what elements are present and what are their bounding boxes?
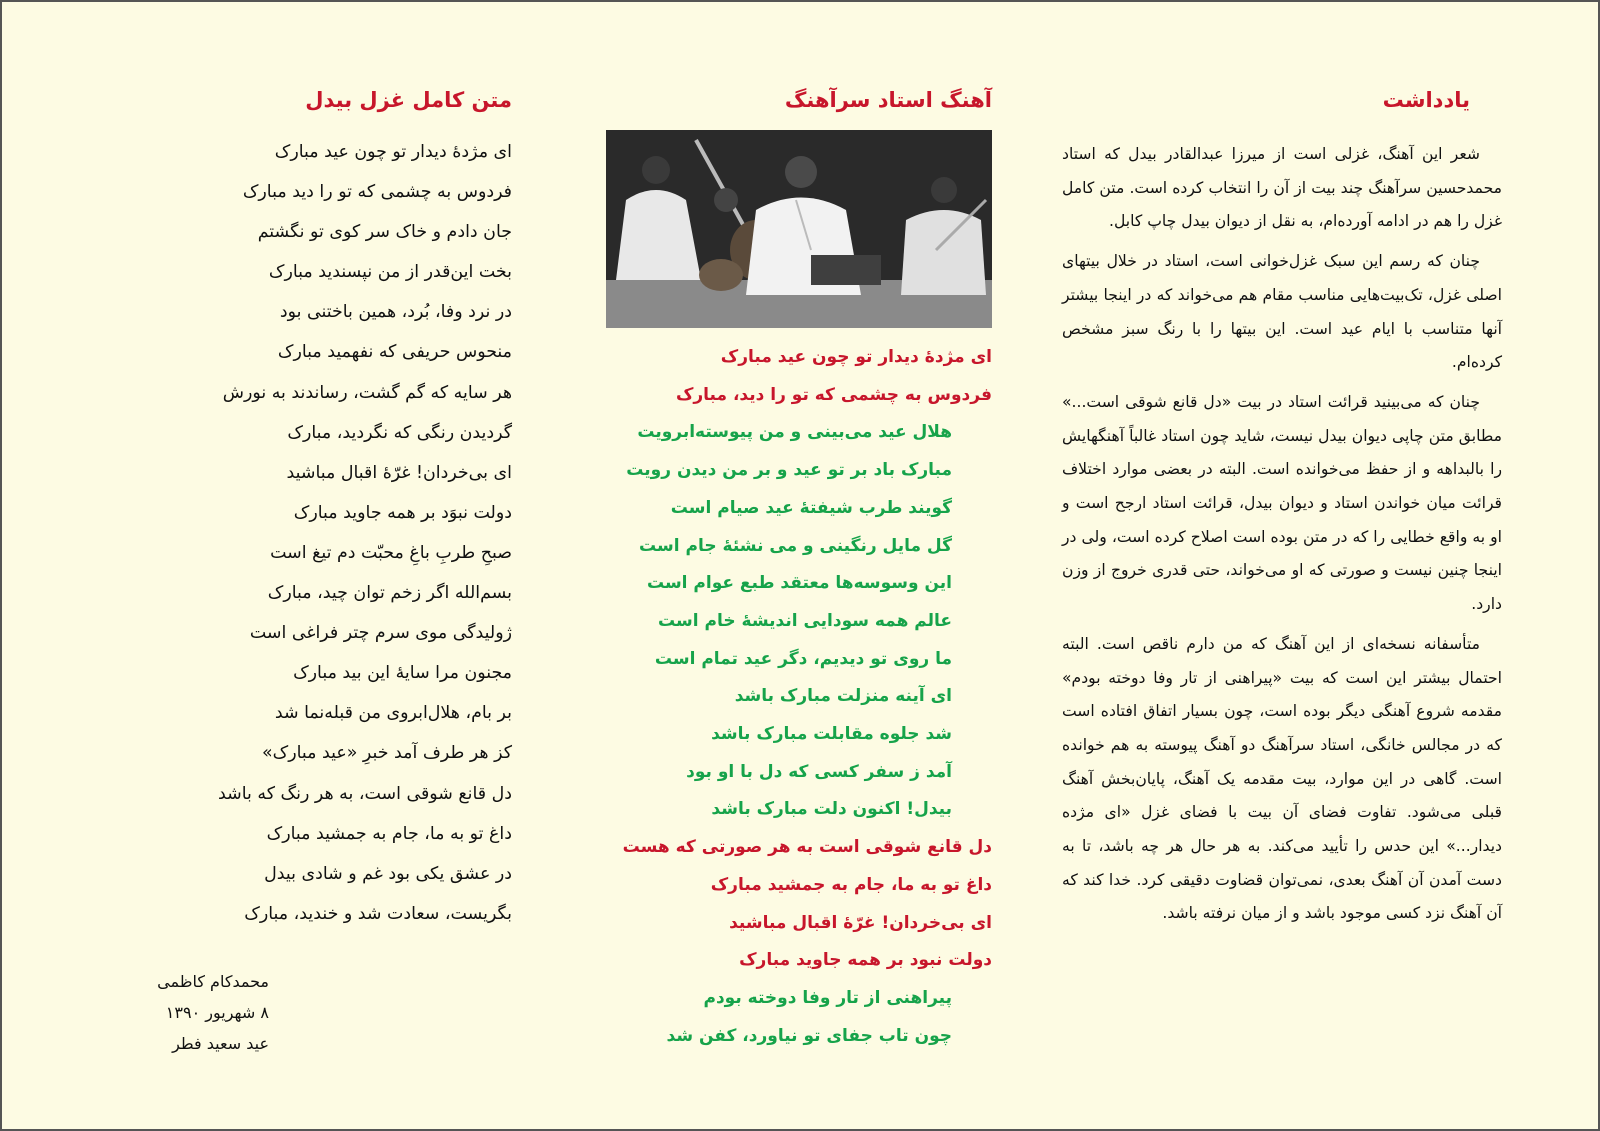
song-verse-list	[602, 339, 992, 1055]
song-verse: ای بی‌خردان! غرّهٔ اقبال مباشید	[729, 912, 992, 933]
song-verse: دل قانع شوقی است به هر صورتی که هست	[622, 837, 992, 858]
signature-occasion: عید سعید فطر	[172, 1034, 269, 1053]
poem-verse: ای مژدهٔ دیدار تو چون عید مبارک	[274, 142, 512, 162]
song-verse: پیراهنی از تار وفا دوخته بودم	[703, 987, 952, 1008]
poem-verse: کز هر طرف آمد خبرِ «عید مبارک»	[262, 743, 512, 764]
poem-verse-list	[132, 132, 512, 934]
poem-verse: ای بی‌خردان! غرّهٔ اقبال مباشید	[286, 462, 512, 483]
poem-verse: داغ تو به ما، جام به جمشید مبارک	[266, 823, 512, 844]
poem-verse: مجنون مرا سایهٔ این بید مبارک	[293, 663, 512, 684]
poem-verse: بگریست، سعادت شد و خندید، مبارک	[244, 903, 512, 924]
author-name: محمدکام کاظمی	[157, 972, 269, 991]
poem-verse: بسم‌الله اگر زخم توان چید، مبارک	[267, 583, 512, 604]
song-title: آهنگ استاد سرآهنگ	[784, 88, 992, 112]
song-verse: فردوس به چشمی که تو را دید، مبارک	[675, 384, 992, 405]
poem-title: متن کامل غزل بیدل	[305, 88, 512, 112]
poem-verse: دل قانع شوقی است، به هر رنگ که باشد	[218, 783, 512, 804]
notes-body	[1062, 138, 1502, 937]
notes-paragraph: چنان که می‌بینید قرائت استاد در بیت «دل قانع شوقی است...» مطابق متن چاپی دیوان بیدل نیست، شاید چون استاد غالباً آهنگهایش را بالبداهه و از حفظ می‌خوانده است. البته در بعضی موارد اختلاف قرائت میان خواندن استاد و دیوان بیدل، قرائت استاد ارجح است و او به واقع خطایی را که در متن بوده است اصلاح کرده است، ولی در اینجا چنین نیست و صورتی که او می‌خواند، حتی قدری خروج از وزن دارد.	[1062, 392, 1502, 614]
poem-verse: صبحِ طربِ باغِ محبّت دم تیغ است	[270, 542, 512, 563]
notes-title: یادداشت	[1382, 88, 1470, 112]
song-verse: آمد ز سفر کسی که دل با او بود	[686, 761, 952, 782]
song-verse: مبارک باد بر تو عید و بر من دیدن رویت	[626, 460, 952, 481]
song-verse: گویند طرب شیفتهٔ عید صیام است	[670, 497, 952, 518]
poem-verse: جان دادم و خاک سر کوی تو نگشتم	[257, 222, 512, 243]
song-verse: این وسوسه‌ها معتقد طبع عوام است	[646, 573, 952, 594]
musicians-photo	[606, 130, 992, 328]
signature-date: ۸ شهریور ۱۳۹۰	[165, 1003, 269, 1022]
song-verse: ما روی تو دیدیم، دگر عید تمام است	[654, 648, 952, 669]
poem-verse: هر سایه که گم گشت، رساندند به نورش	[222, 382, 512, 403]
signature-block	[69, 966, 269, 1059]
poem-verse: منحوس حریفی که نفهمید مبارک	[277, 342, 512, 363]
poem-verse: ژولیدگی موی سرم چتر فراغی است	[249, 623, 512, 644]
photo-musicians-icon	[606, 130, 992, 328]
song-verse: ای آینه منزلت مبارک باشد	[734, 686, 952, 707]
song-verse: بیدل! اکنون دلت مبارک باشد	[711, 799, 952, 820]
song-verse: داغ تو به ما، جام به جمشید مبارک	[710, 874, 992, 895]
song-verse: ای مژدهٔ دیدار تو چون عید مبارک	[720, 347, 992, 367]
song-verse: دولت نبود بر همه جاوید مبارک	[739, 950, 992, 971]
song-verse: گل مایل رنگینی و می نشئهٔ جام است	[639, 535, 952, 556]
poem-verse: گردیدن رنگی که نگردید، مبارک	[287, 422, 512, 443]
song-verse: شد جلوه مقابلت مبارک باشد	[711, 724, 952, 745]
song-verse: هلال عید می‌بینی و من پیوسته‌ابرویت	[637, 422, 952, 443]
notes-paragraph: چنان که رسم این سبک غزل‌خوانی است، استاد در خلال بیتهای اصلی غزل، تک‌بیت‌هایی مناسب مقام هم می‌خواند که در اینجا بیشتر آنها متناسب با ایام عید است. این بیتها را با رنگ سبز مشخص کرده‌ام.	[1062, 252, 1502, 372]
poem-verse: در نرد وفا، بُرد، همین باختنی بود	[279, 302, 512, 323]
poem-verse: بر بام، هلال‌ابروی من قبله‌نما شد	[274, 703, 512, 724]
poem-verse: در عشق یکی بود غم و شادی بیدل	[264, 863, 512, 884]
poem-verse: دولت نبوَد بر همه جاوید مبارک	[293, 502, 512, 523]
song-verse: چون تاب جفای تو نیاورد، کفن شد	[666, 1025, 952, 1046]
notes-paragraph: متأسفانه نسخه‌ای از این آهنگ که من دارم ناقص است. البته احتمال بیشتر این است که بیت «پیراهنی از تار وفا دوخته بودم» مقدمه شروع آهنگی دیگر بوده است، چون بسیار اتفاق افتاده است که در مجالس خانگی، استاد سرآهنگ دو آهنگ پیوسته به هم خوانده است. گاهی در این موارد، بیت مقدمه یک آهنگ، پایان‌بخش آهنگ قبلی می‌شود. تفاوت فضای آن بیت با فضای غزل «ای مژده دیدار...» این حدس را تأیید می‌کند. به هر حال هر چه باشد، تا به دست آمدن آن آهنگ بعدی، نمی‌توان قضاوت دقیقی کرد. خدا کند که آن آهنگ نزد کسی موجود باشد و از میان نرفته باشد.	[1062, 634, 1502, 923]
poem-verse: فردوس به چشمی که تو را دید مبارک	[242, 182, 512, 203]
song-verse: عالم همه سودایی اندیشهٔ خام است	[658, 610, 952, 631]
poem-verse: بخت این‌قدر از من نپسندید مبارک	[268, 262, 512, 283]
notes-paragraph: شعر این آهنگ، غزلی است از میرزا عبدالقادر بیدل که استاد محمدحسین سرآهنگ چند بیت از آن را انتخاب کرده است. متن کامل غزل را هم در ادامه آورده‌ام، به نقل از دیوان بیدل چاپ کابل.	[1062, 145, 1502, 231]
